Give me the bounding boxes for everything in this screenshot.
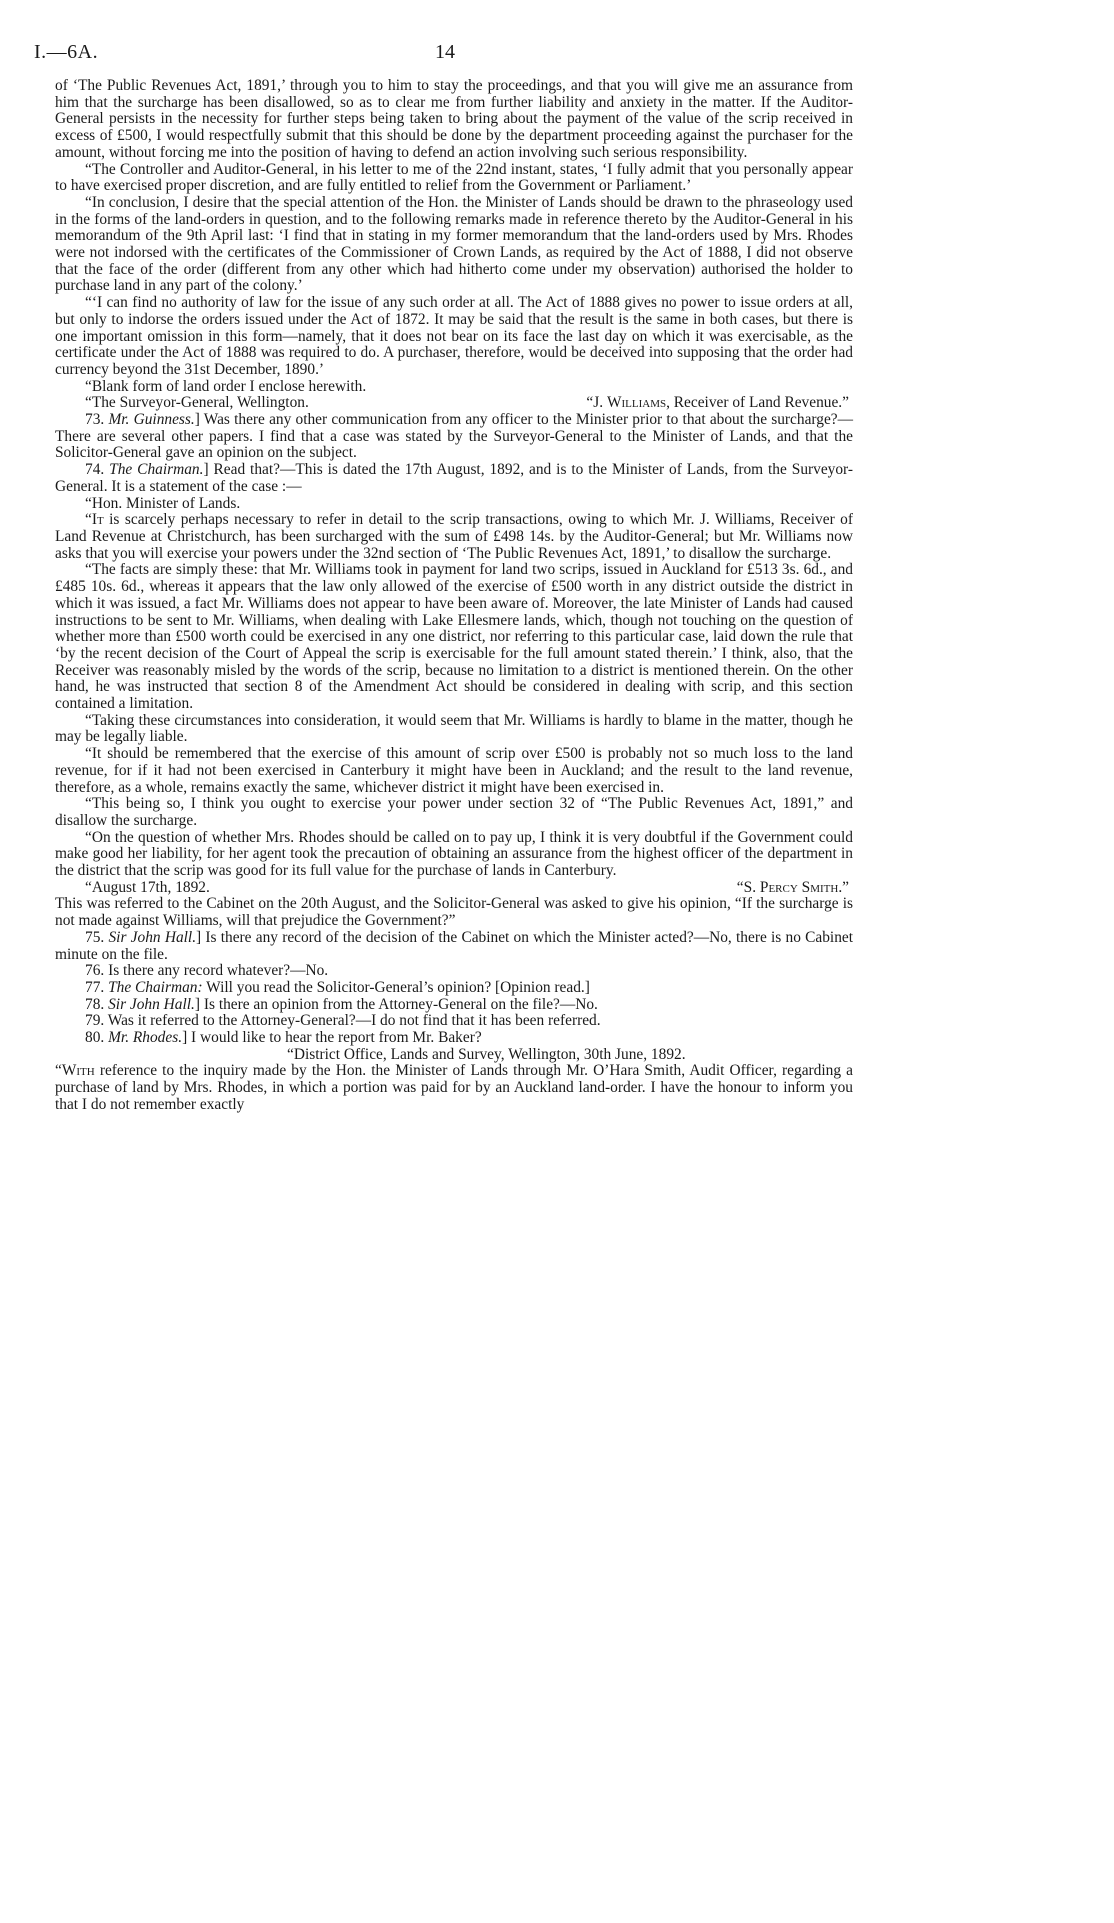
question-answer (55, 412, 853, 462)
question-answer (55, 930, 853, 963)
speaker-name: The Chairman. (109, 461, 204, 479)
paragraph (55, 746, 853, 796)
question-text: ] Was there any other communication from any officer to the Minister prior to that about the surcharge?—There are several other papers. I find that a case was stated by the Surveyor-General to the Minister of Lands, and that the Solicitor-General gave an opinion on the subject. (55, 411, 853, 462)
question-text: Will you read the Solicitor-General’s opinion? [Opinion read.] (202, 978, 590, 996)
signatory-name: Percy Smith (759, 878, 839, 896)
paragraph (55, 195, 853, 295)
paragraph-text: of ‘The Public Revenues Act, 1891,’ through you to him to stay the proceedings, and that you will give me an assurance from him that the surcharge has been disallowed, so as to clear me from further liability and anxiety in the matter. If the Auditor-General persists in the necessity for further steps being taken to bring about the payment of the value of the scrip received in excess of £500, I would respectfully submit that this should be done by the department proceeding against the purchaser for the amount, without forcing me into the position of having to defend an action involving such serious responsibility. (55, 77, 853, 161)
paragraph-text: “It should be remembered that the exercise of this amount of scrip over £500 is probably not so much loss to the land revenue, for if it had not been exercised in Canterbury it might have been in Auckland; and the result to the land revenue, therefore, as a whole, remains exactly the same, whichever district it might have been exercised in. (55, 745, 853, 796)
signatory-title: , Receiver of Land Revenue.” (666, 394, 849, 412)
signature-line (55, 880, 853, 897)
page-header (34, 41, 853, 78)
signatory-title: .” (838, 878, 849, 896)
speaker-name: Mr. Rhodes. (108, 1029, 183, 1047)
paragraph-text: “The Controller and Auditor-General, in his letter to me of the 22nd instant, states, ‘I fully admit that you personally appear to have exercised proper discretion, and are fully entitled to relief from the Government or Parliament.’ (55, 160, 853, 195)
paragraph-text: “District Office, Lands and Survey, Wellington, 30th June, 1892. (287, 1045, 686, 1063)
question-number: 74. (85, 461, 110, 479)
paragraph (55, 830, 853, 880)
paragraph-text: “In conclusion, I desire that the special attention of the Hon. the Minister of Lands should be drawn to the phraseology used in the forms of the land-orders in question, and to the following remarks made in reference thereto by the Auditor-General in his memorandum of the 9th April last: ‘I find that in stating in my former memorandum that the land-orders used by Mrs. Rhodes were not indorsed with the certificates of the Commissioner of Crown Lands, as required by the Act of 1888, I did not observe that the face of the order (different from any other which had hitherto come under my observation) authorised the holder to purchase land in any part of the colony.’ (55, 193, 853, 295)
paragraph-text: “On the question of whether Mrs. Rhodes should be called on to pay up, I think it is very doubtful if the Government could make good her liability, for her agent took the precaution of obtaining an assurance from the highest officer of the department in the district that the scrip was good for its full value for the purchase of lands in Canterbury. (55, 828, 853, 880)
signature-place-date: “The Surveyor-General, Wellington. (85, 394, 309, 412)
speaker-name: Sir John Hall. (108, 995, 195, 1013)
signatory-quote: “S. (736, 878, 760, 896)
lead-word: “With (55, 1062, 95, 1080)
document-page (34, 41, 853, 1114)
lead-word: “It (85, 511, 104, 529)
speaker-name: The Chairman: (108, 978, 203, 996)
document-reference: I.—6A. (34, 41, 99, 63)
signature-place-date: “August 17th, 1892. (85, 878, 210, 896)
question-number: 78. (85, 995, 109, 1013)
question-number: 80. (85, 1029, 109, 1047)
speaker-name: Sir John Hall. (108, 928, 197, 946)
question-answer (55, 462, 853, 495)
paragraph-text: “This being so, I think you ought to exercise your power under section 32 of “The Public Revenues Act, 1891,” and disallow the surcharge. (55, 795, 853, 829)
paragraph (55, 562, 853, 712)
paragraph (55, 512, 853, 562)
question-number: 75. (85, 928, 109, 946)
signatory (737, 880, 849, 897)
speaker-name: Mr. Guinness. (108, 411, 195, 429)
letter-address (55, 1047, 853, 1064)
paragraph (55, 295, 853, 379)
paragraph (55, 78, 853, 162)
question-text: ] Read that?—This is dated the 17th August, 1892, and is to the Minister of Lands, from the Surveyor-General. It is a statement of the case :— (55, 461, 853, 495)
question-answer (55, 997, 853, 1014)
paragraph (55, 713, 853, 746)
paragraph-text: reference to the inquiry made by the Hon. the Minister of Lands through Mr. O’Hara Smith, Audit Officer, regarding a purchase of land by Mrs. Rhodes, in which a portion was paid for by an Auckland land-order. I have the honour to inform you that I do not remember exactly (55, 1062, 853, 1113)
signatory-name: Williams (606, 394, 667, 412)
question-text: ] Is there any record of the decision of the Cabinet on which the Minister acted?—No, there is no Cabinet minute on the file. (55, 928, 853, 963)
question-answer (55, 980, 853, 997)
question-text: ] Is there an opinion from the Attorney-General on the file?—No. (194, 995, 598, 1013)
question-number: 77. (85, 978, 109, 996)
paragraph-text: “The facts are simply these: that Mr. Williams took in payment for land two scrips, issued in Auckland for £513 3s. 6d., and £485 10s. 6d., whereas it appears that the law only allowed of the exercise of £500 worth in any district outside the district in which it was issued, a fact Mr. Williams does not appear to have been aware of. Moreover, the late Minister of Lands had caused instructions to be sent to Mr. Williams, when dealing with Lake Ellesmere lands, which, though not touching on the question of whether more than £500 worth could be exercised in any one district, nor referring to this particular case, laid down the rule that ‘by the recent decision of the Court of Appeal the scrip is exercisable for the full amount stated therein.’ I think, also, that the Receiver was reasonably misled by the words of the scrip, because no limitation to a district is mentioned therein. On the other hand, he was instructed that section 8 of the Amendment Act should be considered in dealing with scrip, and this section contained a limitation. (55, 561, 853, 713)
paragraph-text: 76. Is there any record whatever?—No. (85, 962, 329, 980)
question-answer (55, 1030, 853, 1047)
question-number: 73. (85, 411, 109, 429)
paragraph (55, 496, 853, 513)
paragraph (55, 379, 853, 396)
paragraph-text: “Taking these circumstances into consideration, it would seem that Mr. Williams is hardly to blame in the matter, though he may be legally liable. (55, 711, 853, 746)
paragraph (55, 896, 853, 929)
paragraph-text: “Blank form of land order I enclose herewith. (85, 377, 367, 395)
paragraph-text: “‘I can find no authority of law for the issue of any such order at all. The Act of 1888 gives no power to issue orders at all, but only to indorse the orders issued under the Act of 1872. It may be said that the result is the same in both cases, but there is one important omission in this form—namely, that it does not bear on its face the last day on which it was exercisable, as the certificate under the Act of 1888 was required to do. A purchaser, therefore, would be deceived into supposing that the order had currency beyond the 31st December, 1890.’ (55, 294, 853, 378)
signature-line (55, 395, 853, 412)
signatory-quote: “J. (586, 394, 607, 412)
paragraph-text: “Hon. Minister of Lands. (85, 494, 241, 512)
paragraph (55, 963, 853, 980)
paragraph-text: 79. Was it referred to the Attorney-General?—I do not find that it has been referred. (85, 1012, 601, 1030)
question-text: ] I would like to hear the report from Mr. Baker? (182, 1029, 482, 1047)
paragraph-text: This was referred to the Cabinet on the 20th August, and the Solicitor-General was asked to give his opinion, “If the surcharge is not made against Williams, will that prejudice the Government?” (55, 895, 853, 930)
body-text (55, 78, 853, 1114)
signatory (586, 395, 849, 412)
paragraph (55, 162, 853, 195)
page-number: 14 (435, 41, 455, 63)
paragraph-text: is scarcely perhaps necessary to refer in detail to the scrip transactions, owing to which Mr. J. Williams, Receiver of Land Revenue at Christchurch, has been surcharged with the sum of £498 14s. by the Auditor-General; but Mr. Williams now asks that you will exercise your powers under the 32nd section of ‘The Public Revenues Act, 1891,’ to disallow the surcharge. (55, 511, 853, 562)
paragraph (55, 1063, 853, 1113)
paragraph (55, 1013, 853, 1030)
paragraph (55, 796, 853, 829)
